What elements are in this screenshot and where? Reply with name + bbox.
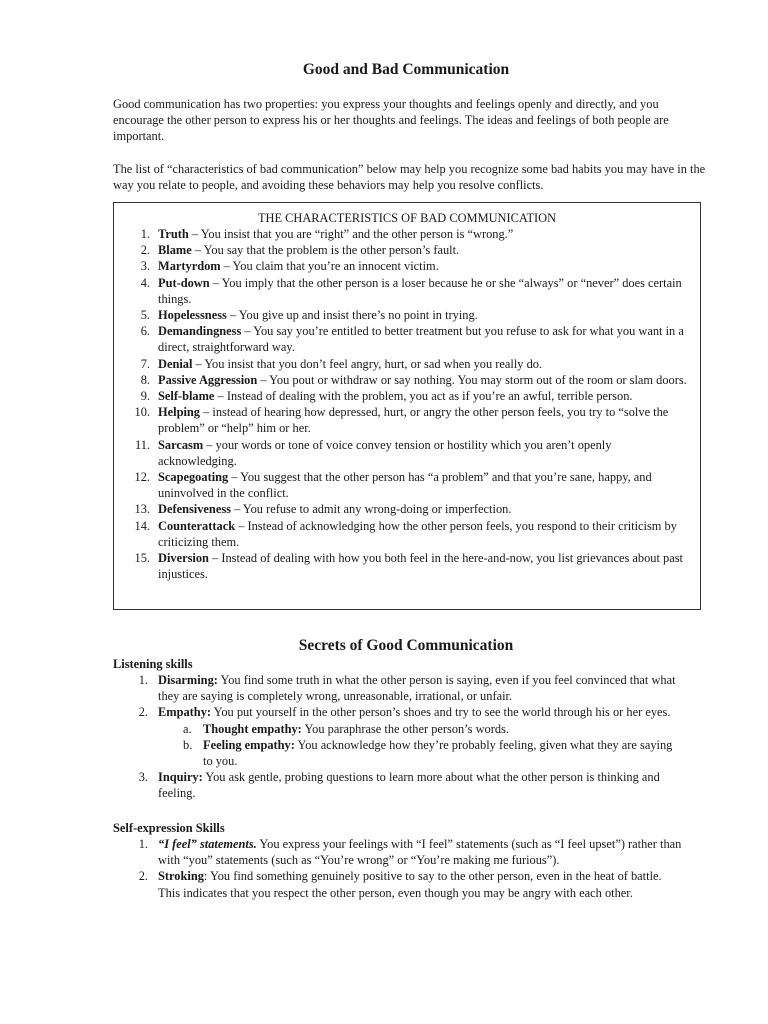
empathy-sublist xyxy=(158,721,683,770)
list-item: 7. Denial – You insist that you don’t feel angry, hurt, or sad when you really do. xyxy=(140,356,543,371)
list-item: 1. “I feel” statements. You express your feelings with “I feel” statements (such as “I feel upset”) rather than with “you” statements (such as “You’re wrong” or “You’re making me furious”). xyxy=(138,837,682,868)
list-item: 11. Sarcasm – your words or tone of voice convey tension or hostility which you aren’t openly acknowledging. xyxy=(134,437,612,468)
list-item: 12. Scapegoating – You suggest that the other person has “a problem” and that you’re sane, happy, and uninvolved in the conflict. xyxy=(134,470,652,501)
list-item: 5. Hopelessness – You give up and insist there’s no point in trying. xyxy=(140,308,478,323)
bad-communication-box xyxy=(113,202,701,610)
self-expression-heading: Self-expression Skills xyxy=(113,821,225,835)
list-item: 1. Disarming: You find some truth in what the other person is saying, even if you feel convinced that what they are saying is completely wrong, unreasonable, irrational, or unfair. xyxy=(138,673,676,704)
intro-paragraph-1: Good communication has two properties: you express your thoughts and feelings openly and directly, and you encourage the other person to express his or her thoughts and feelings. The ideas and feelings of both people are important. xyxy=(113,97,669,144)
listening-skills-heading: Listening skills xyxy=(113,657,193,671)
listening-skills-list xyxy=(113,672,683,802)
list-item: 1. Truth – You insist that you are “right” and the other person is “wrong.” xyxy=(140,227,514,241)
list-item: 8. Passive Aggression – You pout or withdraw or say nothing. You may storm out of the room or slam doors. xyxy=(140,372,687,387)
list-item: 9. Self-blame – Instead of dealing with the problem, you act as if you’re an awful, terrible person. xyxy=(140,389,633,404)
list-item: 4. Put-down – You imply that the other person is a loser because he or she “always” or “never” does certain things. xyxy=(140,275,682,306)
list-item: 15. Diversion – Instead of dealing with how you both feel in the here-and-now, you list grievances about past injustices. xyxy=(134,551,683,582)
section-title-secrets: Secrets of Good Communication xyxy=(298,637,514,654)
list-item: 14. Counterattack – Instead of acknowledging how the other person feels, you respond to their criticism by criticizing them. xyxy=(134,518,677,549)
intro-paragraph-2: The list of “characteristics of bad communication” below may help you recognize some bad habits you may have in the way you relate to people, and avoiding these behaviors may help you resolve conflicts. xyxy=(113,162,706,193)
list-item: b. Feeling empathy: You acknowledge how they’re probably feeling, given what they are saying to you. xyxy=(183,737,673,769)
list-item: 2. Blame – You say that the problem is the other person’s fault. xyxy=(140,243,460,258)
page-title: Good and Bad Communication xyxy=(302,61,510,78)
list-item: 3. Martyrdom – You claim that you’re an innocent victim. xyxy=(140,259,439,274)
list-item: 2. Empathy: You put yourself in the other person’s shoes and try to see the world through his or her eyes. a. Thought empathy: You paraphrase the other person’s words. b. Feeling empathy: You acknowledge how they’re probably feeling, given what they are saying to you. xyxy=(113,704,683,769)
list-item: 2. Stroking: You find something genuinely positive to say to the other person, even in the heat of battle. This indicates that you respect the other person, even though you may be angry with each other. xyxy=(138,869,662,900)
list-item: 3. Inquiry: You ask gentle, probing questions to learn more about what the other person is thinking and feeling. xyxy=(138,770,660,801)
list-item: 10. Helping – instead of hearing how depressed, hurt, or angry the other person feels, you try to “solve the problem” or “help” him or her. xyxy=(134,405,669,436)
list-item: a. Thought empathy: You paraphrase the other person’s words. xyxy=(183,721,509,736)
self-expression-list xyxy=(113,836,683,901)
list-item: 6. Demandingness – You say you’re entitled to better treatment but you refuse to ask for what you want in a direct, straightforward way. xyxy=(140,324,684,355)
list-item: 13. Defensiveness – You refuse to admit any wrong-doing or imperfection. xyxy=(134,502,512,517)
bad-communication-title: THE CHARACTERISTICS OF BAD COMMUNICATION xyxy=(257,211,557,225)
bad-communication-list xyxy=(114,226,700,582)
